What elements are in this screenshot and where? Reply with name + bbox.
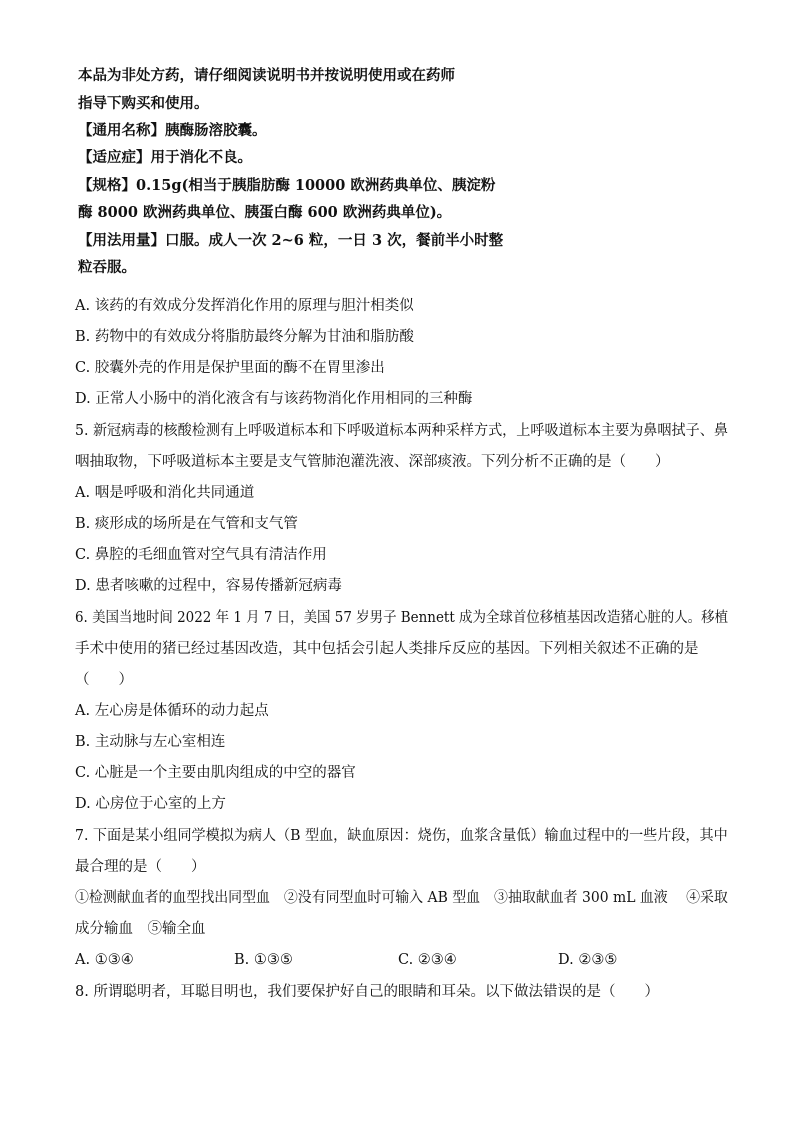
insert-line: 指导下购买和使用。 (78, 95, 209, 112)
question-stem: 6. 美国当地时间 2022 年 1 月 7 日，美国 57 岁男子 Bennett 成为全球首位移植基因改造猪心脏的人。移植 (75, 610, 729, 626)
choice-d: D. ②③⑤ (558, 952, 618, 968)
insert-line: 酶 8000 欧洲药典单位、胰蛋白酶 600 欧洲药典单位)。 (78, 204, 452, 221)
choice-a: A. ①③④ (75, 952, 134, 968)
option-c: C. 鼻腔的毛细血管对空气具有清洁作用 (75, 547, 327, 563)
item-list: 成分输血 ⑤输全血 (75, 921, 206, 937)
option-b: B. 痰形成的场所是在气管和支气管 (75, 516, 298, 532)
option-b: B. 主动脉与左心室相连 (75, 734, 226, 750)
question-stem: 最合理的是（ ） (75, 859, 206, 875)
option-d: D. 正常人小肠中的消化液含有与该药物消化作用相同的三种酶 (75, 391, 473, 407)
insert-line: 【通用名称】胰酶肠溶胶囊。 (78, 122, 267, 139)
option-d: D. 心房位于心室的上方 (75, 796, 226, 812)
option-b: B. 药物中的有效成分将脂肪最终分解为甘油和脂肪酸 (75, 329, 414, 345)
question-stem: 7. 下面是某小组同学模拟为病人（B 型血，缺血原因：烧伤，血浆含量低）输血过程中的一些片段，其中 (75, 828, 728, 844)
question-stem: 咽抽取物，下呼吸道标本主要是支气管肺泡灌洗液、深部痰液。下列分析不正确的是（ ） (75, 454, 670, 470)
option-c: C. 胶囊外壳的作用是保护里面的酶不在胃里渗出 (75, 360, 385, 376)
question-stem: 5. 新冠病毒的核酸检测有上呼吸道标本和下呼吸道标本两种采样方式，上呼吸道标本主要为鼻咽拭子、鼻 (75, 423, 728, 439)
answer-blank: （ ） (75, 672, 133, 688)
option-a: A. 咽是呼吸和消化共同通道 (75, 485, 255, 501)
insert-line: 【适应症】用于消化不良。 (78, 149, 252, 166)
insert-line: 【规格】0.15g(相当于胰脂肪酶 10000 欧洲药典单位、胰淀粉 (78, 177, 496, 194)
insert-line: 粒吞服。 (78, 259, 136, 276)
question-stem: 8. 所谓聪明者，耳聪目明也，我们要保护好自己的眼睛和耳朵。以下做法错误的是（ ） (75, 984, 659, 1000)
option-d: D. 患者咳嗽的过程中，容易传播新冠病毒 (75, 578, 342, 594)
choice-b: B. ①③⑤ (234, 952, 293, 968)
insert-line: 【用法用量】口服。成人一次 2~6 粒，一日 3 次，餐前半小时整 (78, 232, 504, 249)
option-a: A. 该药的有效成分发挥消化作用的原理与胆汁相类似 (75, 298, 414, 314)
insert-line: 本品为非处方药，请仔细阅读说明书并按说明使用或在药师 (78, 67, 455, 84)
option-a: A. 左心房是体循环的动力起点 (75, 703, 269, 719)
item-list: ①检测献血者的血型找出同型血 ②没有同型血时可输入 AB 型血 ③抽取献血者 300 mL 血液 ④采取 (75, 890, 728, 906)
option-c: C. 心脏是一个主要由肌肉组成的中空的器官 (75, 765, 356, 781)
choice-c: C. ②③④ (398, 952, 457, 968)
question-stem: 手术中使用的猪已经过基因改造，其中包括会引起人类排斥反应的基因。下列相关叙述不正确的是 (75, 641, 699, 657)
